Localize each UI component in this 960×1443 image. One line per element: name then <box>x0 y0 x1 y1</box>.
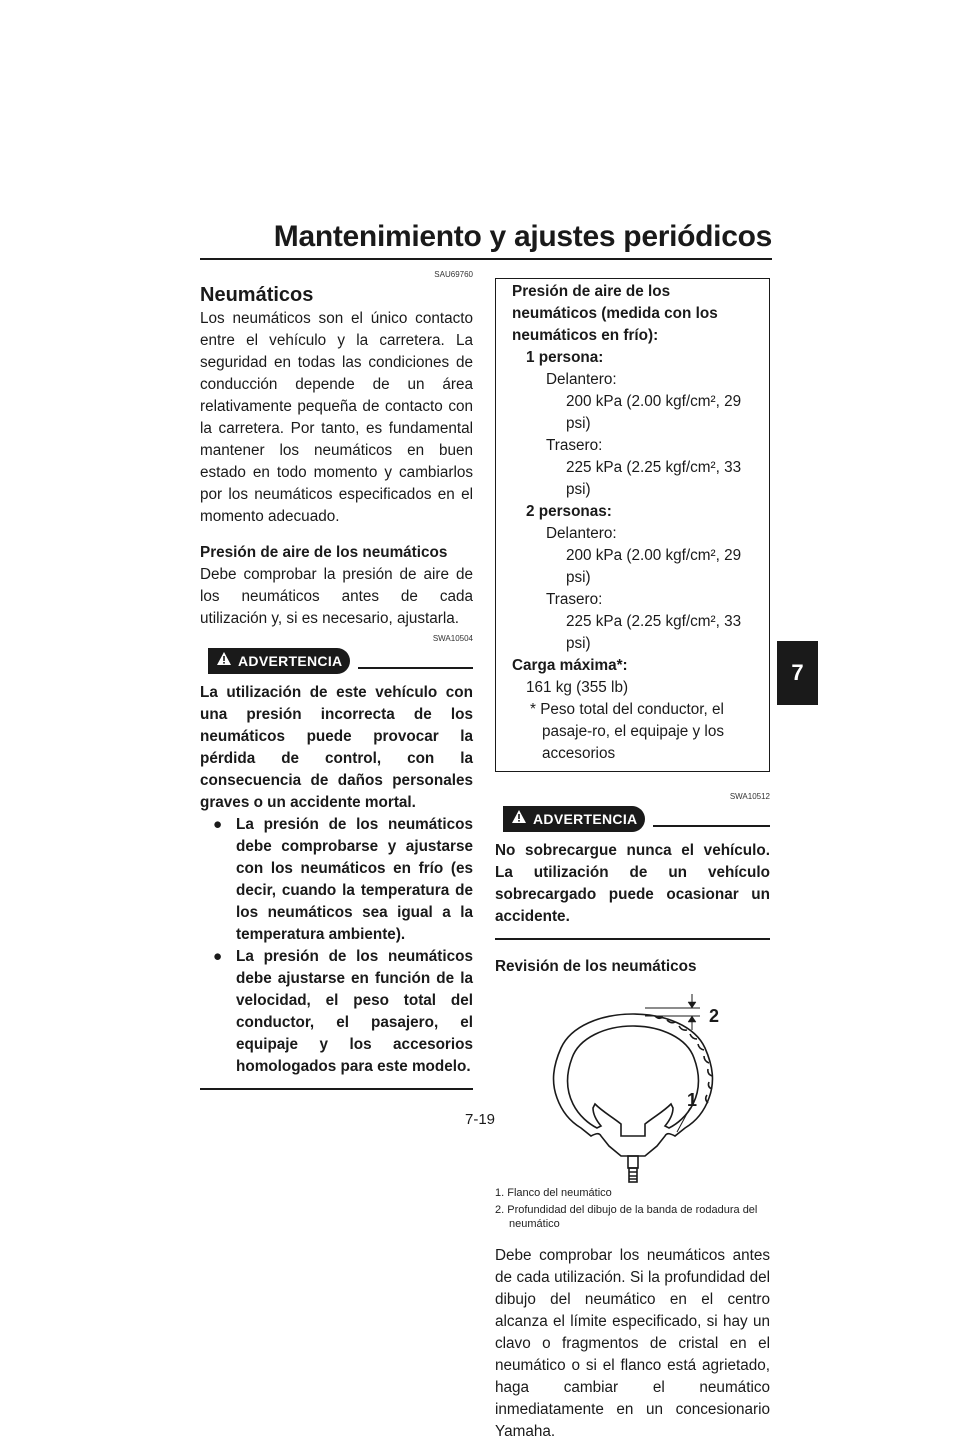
figure-captions <box>495 1186 770 1231</box>
page-header-title: Mantenimiento y ajustes periódicos <box>273 220 772 253</box>
tire-check-paragraph: Debe comprobar los neumáticos antes de cada utilización. Si la profundidad del dibujo del neumático en el centro alcanza el límite especificado, si hay un clavo o fragmentos de cristal en el neumático o si el flanco está agrietado, haga cambiar el neumático inmediatamente en un concesionario Yamaha. <box>495 1246 770 1440</box>
spec-footnote: * Peso total del conductor, el pasaje-ro, el equipaje y los accesorios <box>530 701 724 762</box>
spec-rear-label: Trasero: <box>546 437 603 454</box>
warning-label: ADVERTENCIA <box>238 653 343 669</box>
warning-text: La utilización de este vehículo con una presión incorrecta de los neumáticos puede provocar la pérdida de control, con la consecuencia de daños personales graves o un accidente mortal. <box>200 684 473 811</box>
list-item: ● La presión de los neumáticos debe ajustarse en función de la velocidad, el peso total del conductor, el pasajero, el equipaje y los accesorios homologados para este modelo. <box>213 948 473 1075</box>
warning-triangle-icon <box>511 808 527 830</box>
page-number: 7-19 <box>464 1111 496 1128</box>
warning-code-2: SWA10512 <box>729 792 770 801</box>
spec-max-load-value: 161 kg (355 lb) <box>526 679 629 696</box>
bullet-icon: ● <box>213 948 223 965</box>
spec-rear-label-2: Trasero: <box>546 591 603 608</box>
spec-front-value-2: 200 kPa (2.00 kgf/cm², 29 psi) <box>566 547 742 586</box>
spec-box <box>495 278 770 772</box>
spec-max-load-label: Carga máxima*: <box>512 657 628 674</box>
warning-rule <box>358 667 473 669</box>
spec-rear-value: 225 kPa (2.25 kgf/cm², 33 psi) <box>566 459 742 498</box>
figure-label-1: 1 <box>687 1089 698 1110</box>
warning-label-2: ADVERTENCIA <box>533 811 638 827</box>
caption-item: 2. Profundidad del dibujo de la banda de rodadura del neumático <box>495 1203 758 1230</box>
left-column <box>200 270 473 1090</box>
pressure-paragraph: Debe comprobar la presión de aire de los neumáticos antes de cada utilización y, si es necesario, ajustarla. <box>200 566 473 627</box>
section-code: SAU69760 <box>434 270 473 279</box>
right-column <box>495 278 770 1443</box>
warning-code: SWA10504 <box>432 634 473 643</box>
warning-header-2 <box>495 806 770 832</box>
intro-paragraph: Los neumáticos son el único contacto entre el vehículo y la carretera. La seguridad en todas las condiciones de conducción depende de un área relativamente pequeña de contacto con la carretera. Por tanto, es fundamental mantener los neumáticos en buen estado en todo momento y cambiarlos por los neumáticos especificados en el momento adecuado. <box>200 310 473 525</box>
bullet-icon: ● <box>213 816 223 833</box>
warning-text-2: No sobrecargue nunca el vehículo. La utilización de un vehículo sobrecargado puede ocasionar un accidente. <box>495 842 770 925</box>
chapter-tab: 7 <box>777 641 818 705</box>
tire-illustration <box>495 986 770 1186</box>
figure-label-2: 2 <box>709 1005 720 1026</box>
warning-badge <box>208 648 350 674</box>
caption-item: 1. Flanco del neumático <box>495 1186 612 1199</box>
spec-one-person: 1 persona: <box>526 349 604 366</box>
spec-front-label: Delantero: <box>546 371 617 388</box>
subheading-pressure: Presión de aire de los neumáticos <box>200 544 448 561</box>
warning-header <box>200 648 473 674</box>
spec-title: Presión de aire de los neumáticos (medida con los neumáticos en frío): <box>512 283 718 344</box>
warning-end-rule <box>200 1088 473 1090</box>
spec-front-value: 200 kPa (2.00 kgf/cm², 29 psi) <box>566 393 742 432</box>
header-rule <box>200 258 772 260</box>
warning-triangle-icon <box>216 650 232 672</box>
warning-end-rule-2 <box>495 938 770 940</box>
subheading-tire-check: Revisión de los neumáticos <box>495 957 697 975</box>
spec-rear-value-2: 225 kPa (2.25 kgf/cm², 33 psi) <box>566 613 742 652</box>
section-heading: Neumáticos <box>200 284 314 306</box>
warning-badge-2 <box>503 806 645 832</box>
spec-front-label-2: Delantero: <box>546 525 617 542</box>
warning-rule-2 <box>653 825 770 827</box>
spec-two-persons: 2 personas: <box>526 503 612 520</box>
list-item: ● La presión de los neumáticos debe comprobarse y ajustarse con los neumáticos en frío (es decir, cuando la temperatura de los neumáticos sea igual a la temperatura ambiente). <box>213 816 473 943</box>
warning-bullets <box>200 814 473 1078</box>
tire-diagram <box>495 986 770 1186</box>
